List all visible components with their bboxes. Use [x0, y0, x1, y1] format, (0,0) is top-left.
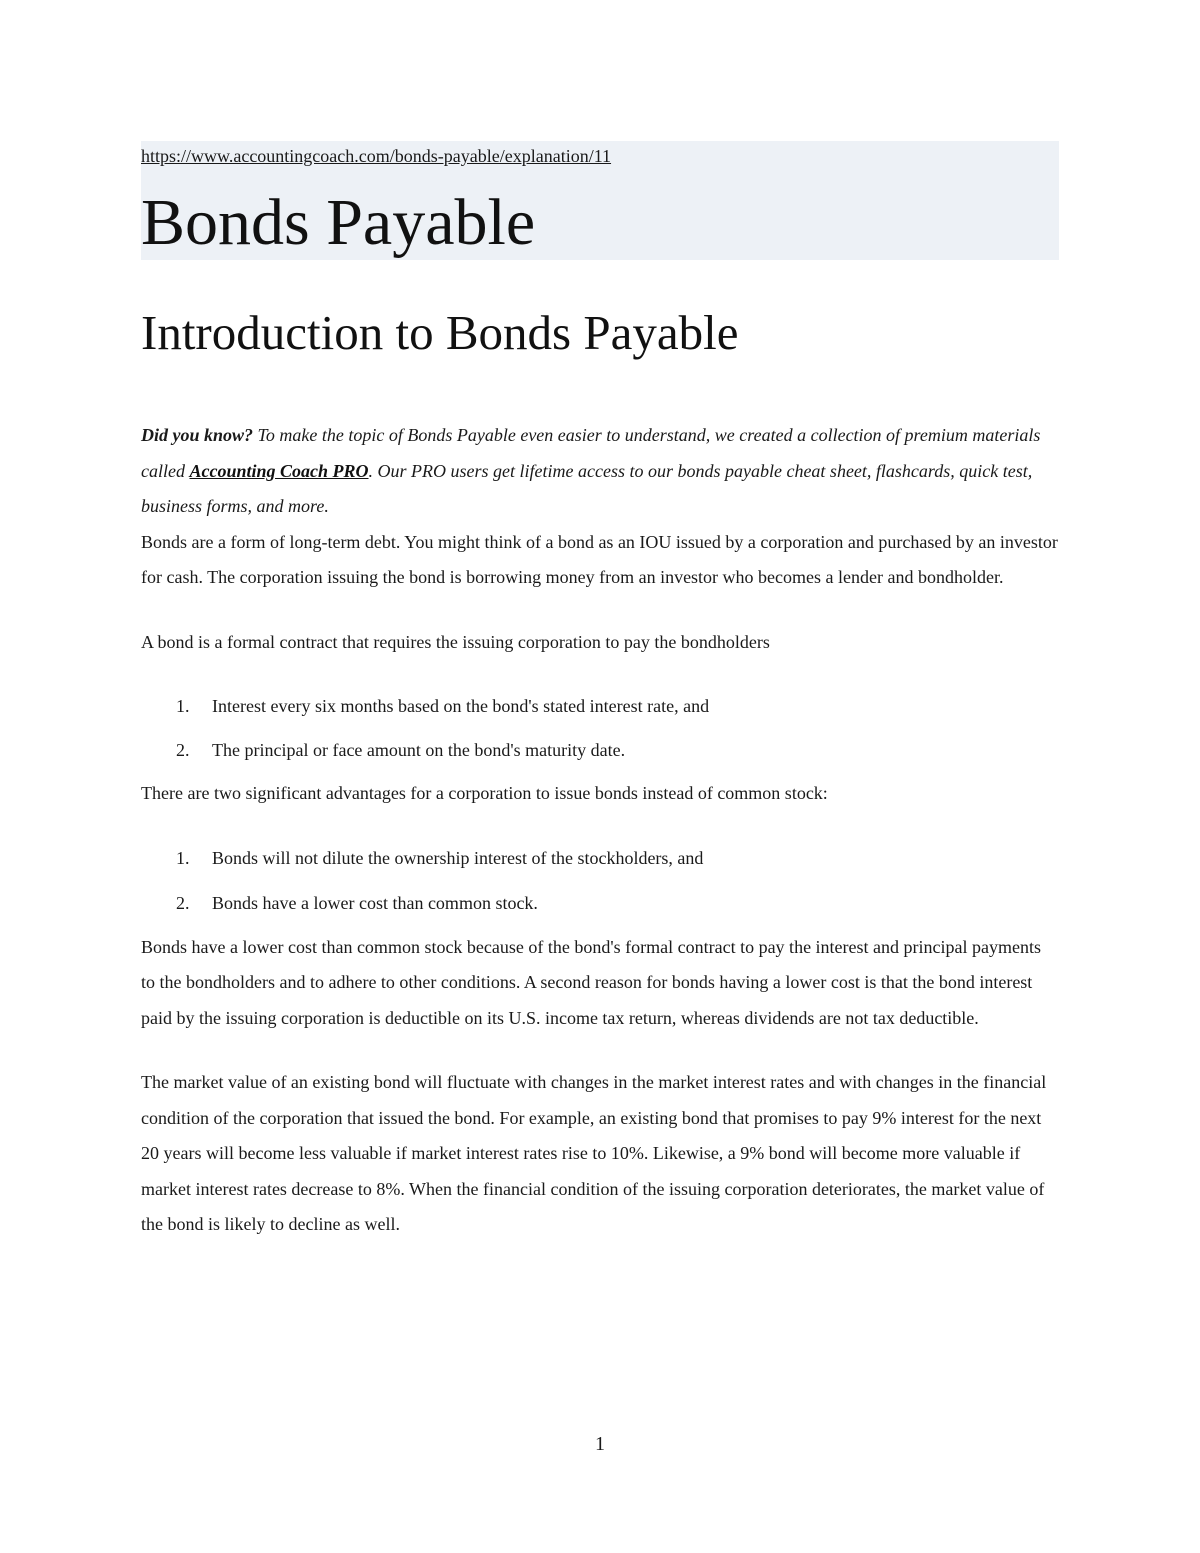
list-item-text: Interest every six months based on the bond's stated interest rate, and [212, 696, 710, 716]
paragraph-bonds-definition: Bonds are a form of long-term debt. You might think of a bond as an IOU issued by a corporation and purchased by an investor for cash. The corporation issuing the bond is borrowing money from an investor who becomes a lender and bondholder. [141, 531, 1058, 587]
source-url-link[interactable]: https://www.accountingcoach.com/bonds-payable/explanation/11 [141, 146, 612, 166]
page-title: Bonds Payable [141, 186, 536, 259]
list-item [141, 886, 1059, 922]
advantages-list [141, 841, 1059, 922]
paragraph-lower-cost: Bonds have a lower cost than common stock because of the bond's formal contract to pay the interest and principal payments to the bondholders and to adhere to other conditions. A second reason for bonds having a lower cost is that the bond interest paid by the issuing corporation is deductible on its U.S. income tax return, whereas dividends are not tax deductible. [141, 936, 1041, 1028]
paragraph-advantages: There are two significant advantages for a corporation to issue bonds instead of common stock: [141, 783, 828, 803]
requirements-list [141, 689, 1059, 768]
list-item [141, 733, 1059, 769]
list-item-number: 1. [176, 847, 190, 868]
promo-text-before: To make the topic of Bonds Payable even easier to understand, we created a collection of premium materials called [141, 425, 1041, 481]
section-heading: Introduction to Bonds Payable [141, 305, 739, 360]
article-body [141, 418, 1059, 1243]
promo-lead: Did you know? [141, 425, 254, 445]
list-item-number: 2. [176, 893, 190, 913]
list-item-text: Bonds will not dilute the ownership interest of the stockholders, and [212, 847, 704, 868]
list-item-number: 2. [176, 739, 190, 760]
paragraph-formal-contract: A bond is a formal contract that requires the issuing corporation to pay the bondholders [141, 631, 770, 652]
accounting-coach-pro-link[interactable]: Accounting Coach PRO [189, 460, 369, 481]
promo-paragraph [141, 418, 1059, 525]
paragraph-market-value: The market value of an existing bond will fluctuate with changes in the market interest rates and with changes in the financial condition of the corporation that issued the bond. For example, an existing bond that promises to pay 9% interest for the next 20 years will become less valuable if market interest rates rise to 10%. Likewise, a 9% bond will become more valuable if market interest rates decrease to 8%. When the financial condition of the issuing corporation deteriorates, the market value of the bond is likely to decline as well. [141, 1072, 1047, 1234]
list-item [141, 841, 1059, 877]
list-item-text: Bonds have a lower cost than common stock. [212, 893, 538, 913]
list-item-text: The principal or face amount on the bond's maturity date. [212, 739, 626, 760]
promo-text-after: . Our PRO users get lifetime access to our bonds payable cheat sheet, flashcards, quick test, business forms, and more. [141, 460, 1033, 516]
page-number: 1 [595, 1433, 605, 1455]
list-item-number: 1. [176, 696, 190, 716]
list-item [141, 689, 1059, 725]
